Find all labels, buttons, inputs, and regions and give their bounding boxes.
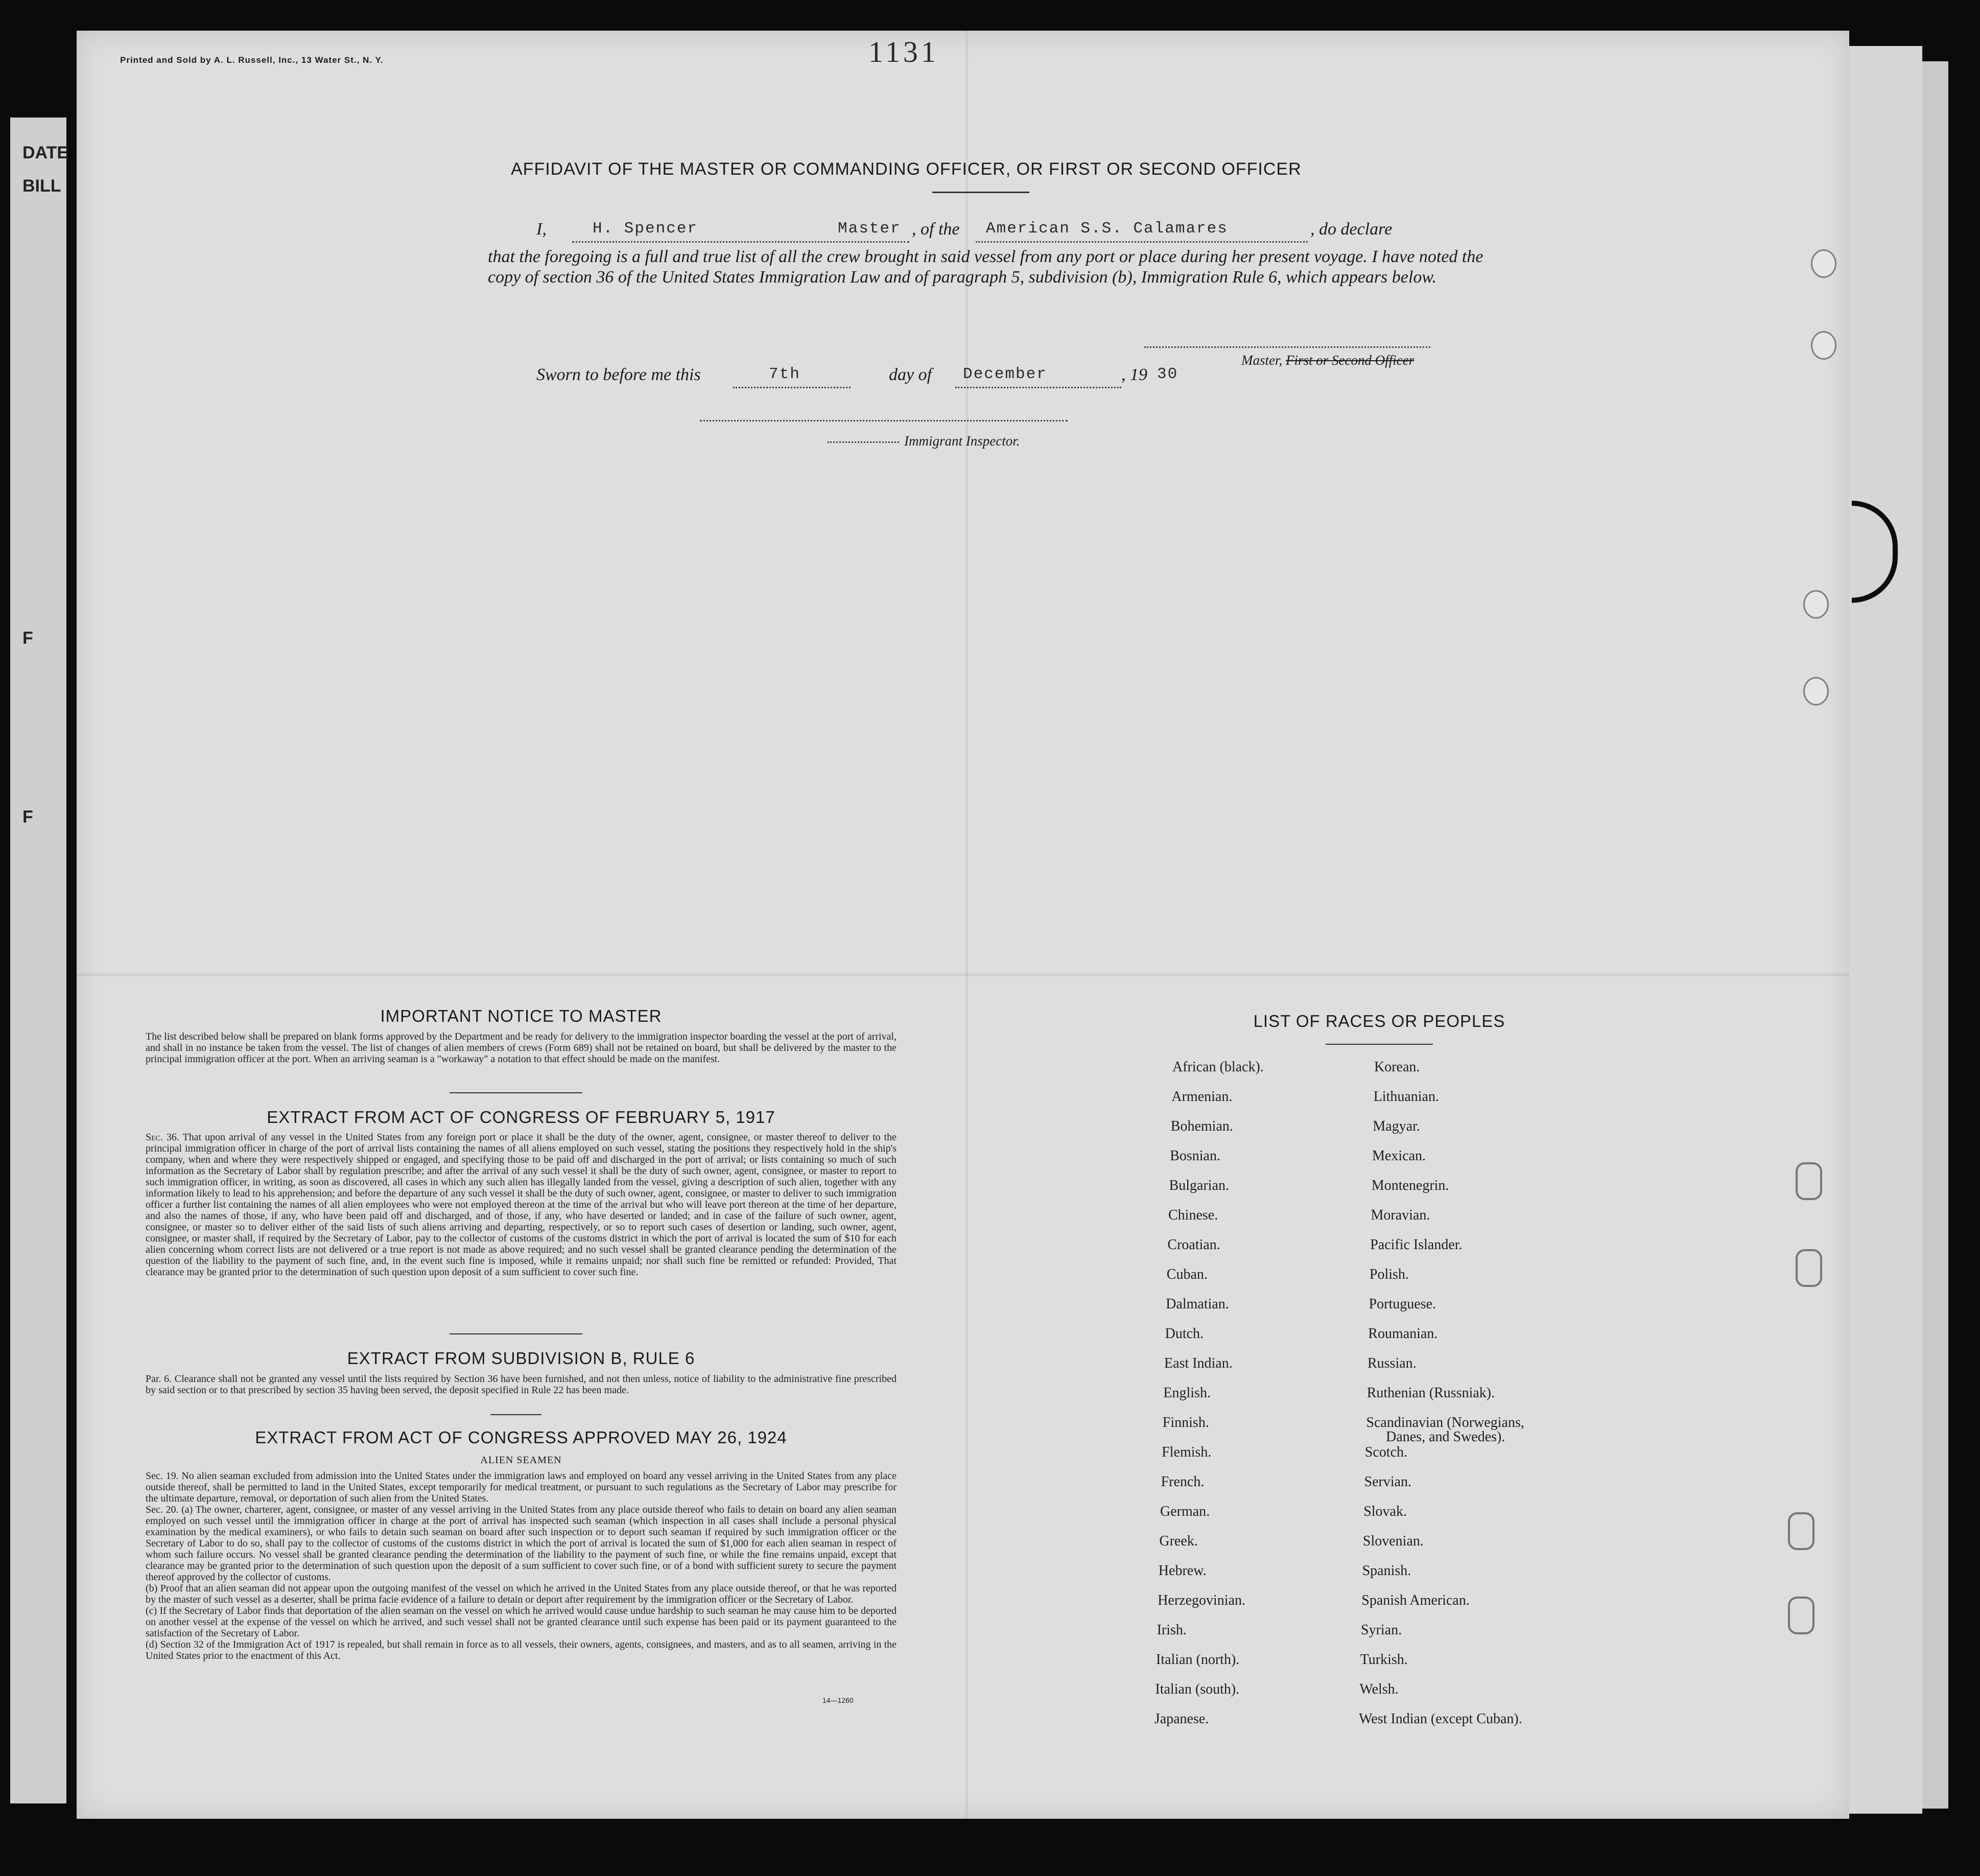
race-item: Irish. — [1157, 1622, 1187, 1638]
race-item: Danes, and Swedes). — [1386, 1429, 1505, 1445]
race-item: Bulgarian. — [1169, 1178, 1230, 1193]
race-item: Scandinavian (Norwegians, — [1366, 1415, 1524, 1431]
race-item: Ruthenian (Russniak). — [1366, 1385, 1495, 1401]
race-item: Servian. — [1364, 1474, 1412, 1490]
name-field-line — [572, 241, 909, 243]
race-item: Pacific Islander. — [1370, 1237, 1463, 1253]
master-rank: Master — [838, 220, 901, 238]
left-margin-strip — [10, 118, 69, 1803]
race-item: Italian (north). — [1156, 1652, 1240, 1668]
section-20d: (d) Section 32 of the Immigration Act of 1917 is repealed, but shall remain in force as to all vessels, their owners, agents, consignees, and masters, and as to all seamen, arriving in the United States prior to the enactment of this Act. — [146, 1639, 897, 1661]
month-field-line — [955, 387, 1121, 388]
section-20c: (c) If the Secretary of Labor finds that deportation of the alien seaman on the vessel on which he arrived would cause undue hardship to such seaman he may cause him to be deported on another vessel at the expense of the vessel on which he arrived, and such vessel shall not be granted clearance until such expense has been paid or its payment guaranteed to the satisfaction of the Secretary of Labor. — [146, 1605, 897, 1639]
punch-hole — [1803, 677, 1829, 706]
form-number: 14—1260 — [822, 1696, 854, 1704]
act-1924-subtitle: ALIEN SEAMEN — [480, 1455, 562, 1466]
margin-label: F — [22, 628, 33, 648]
race-item: Chinese. — [1168, 1207, 1218, 1223]
section-rule — [450, 1092, 582, 1093]
punch-hole — [1811, 249, 1836, 278]
race-item: Greek. — [1159, 1533, 1198, 1549]
fold-crease — [77, 973, 1849, 976]
of-the-text: , of the — [912, 220, 960, 239]
race-item: Korean. — [1374, 1059, 1420, 1075]
act-1917-title: EXTRACT FROM ACT OF CONGRESS OF FEBRUARY 5, 1917 — [267, 1108, 775, 1127]
race-item: Portuguese. — [1369, 1296, 1436, 1312]
race-item: Italian (south). — [1155, 1681, 1240, 1697]
race-item: Dutch. — [1165, 1326, 1204, 1342]
race-item: Magyar. — [1373, 1118, 1420, 1134]
race-item: Cuban. — [1166, 1267, 1208, 1282]
inspector-label — [828, 433, 1020, 449]
margin-label: F — [22, 807, 33, 827]
race-item: Roumanian. — [1368, 1326, 1438, 1342]
notice-body: The list described below shall be prepared on blank forms approved by the Department and be ready for delivery to the immigration inspector boarding the vessel at the port of arrival, and shall in no instance be taken from the vessel. The list of changes of alien members of crews (Form 689) shall not be retained on board, but shall be delivered by the master to the principal immigration officer at the port. When an arriving seaman is a "workaway" a notation to that effect should be made on the manifest. — [146, 1031, 897, 1065]
sworn-line — [536, 365, 1200, 391]
race-item: Russian. — [1368, 1355, 1417, 1371]
race-item: Polish. — [1369, 1267, 1409, 1282]
race-item: Spanish. — [1362, 1563, 1411, 1579]
punch-hole — [1803, 590, 1829, 619]
section-19: Sec. 19. No alien seaman excluded from admission into the United States under the immigration laws and employed on board any vessel arriving in the United States from any place outside thereof, shall be permitted to land in the United States, except temporarily for medical treatment, or pursuant to such regulations as the Secretary of Labor may prescribe for the ultimate departure, removal, or deportation of such alien from the United States. — [146, 1470, 897, 1504]
race-item: Japanese. — [1154, 1711, 1209, 1727]
sworn-day: 7th — [769, 365, 800, 383]
fold-crease — [965, 31, 968, 1819]
race-item: Turkish. — [1360, 1652, 1408, 1668]
punch-hole — [1811, 331, 1836, 360]
do-declare-text: , do declare — [1310, 220, 1393, 239]
race-item: French. — [1161, 1474, 1205, 1490]
race-item: Flemish. — [1162, 1444, 1212, 1460]
race-item: Dalmatian. — [1166, 1296, 1229, 1312]
race-item: German. — [1160, 1504, 1210, 1519]
rule-6-body: Par. 6. Clearance shall not be granted any vessel until the lists required by Section 36 have been furnished, and not then unless, notice of liability to the administrative fine prescribed by said section or to that prescribed by section 35 having been served, the deposit specified in Rule 22 has been made. — [146, 1373, 897, 1396]
race-item: Bosnian. — [1170, 1148, 1220, 1164]
margin-label: DATE — [22, 143, 69, 162]
act-1917-text: That upon arrival of any vessel in the United States from any foreign port or place it shall be the duty of the owner, agent, consignee, or master thereof to deliver to the principal immigration officer in charge of the port of arrival lists containing the names of all aliens employed on such vessel, stating the positions they respectively hold in the ship's company, when and where they were respectively shipped or engaged, and specifying those to be paid off and discharged in the port of arrival; or lists containing so much of such information as the Secretary of Labor shall by regulation prescribe; and after the arrival of any such vessel it shall be the duty of such owner, agent, consignee, or master to report to such immigration officer, in writing, as soon as discovered, all cases in which any such alien has illegally landed from the vessel, giving a description of such alien, together with any information likely to lead to his apprehension; and before the departure of any such vessel it shall be the duty of such owner, agent, consignee, or master to deliver to such immigration officer a further list containing the names of all alien employees who were not employed thereon at the time of the arrival but who will leave port thereon at the time of her departure, and also the names of those, if any, who have been paid off and discharged, and of those, if any, who have deserted or landed; and in case of the failure of such owner, agent, consignee, or master so to deliver either of the said lists of such aliens arriving and departing, respectively, or so to report such cases of desertion or landing, such owner, agent, consignee, or master shall, if required by the Secretary of Labor, pay to the collector of customs of the customs district in which the port of arrival is located the sum of $10 for each alien concerning whom correct lists are not delivered or a true report is not made as above required; and no such vessel shall be granted clearance pending the determination of the question of the liability to the payment of such fine, and, in the event such fine is imposed, while it remains unpaid; nor shall such fine be remitted or refunded: Provided, That clearance may be granted prior to the determination of such question upon deposit of a sum sufficient to cover such fine. — [146, 1132, 897, 1278]
inspector-label-text: Immigrant Inspector. — [904, 433, 1020, 449]
year-prefix: , 19 — [1121, 365, 1147, 384]
race-item: Mexican. — [1372, 1148, 1426, 1164]
race-item: Montenegrin. — [1371, 1178, 1449, 1193]
notice-title: IMPORTANT NOTICE TO MASTER — [380, 1006, 662, 1025]
binder-tab — [1788, 1597, 1814, 1634]
act-1917-body — [146, 1132, 897, 1278]
day-of-text: day of — [889, 365, 932, 384]
day-field-line — [733, 387, 851, 388]
race-item: Herzegovinian. — [1158, 1592, 1246, 1608]
printer-imprint: Printed and Sold by A. L. Russell, Inc., 13 Water St., N. Y. — [120, 55, 384, 65]
affidavit-body: that the foregoing is a full and true list of all the crew brought in said vessel from any port or place during her present voyage. I have noted the copy of section 36 of the United States Immigration Law and of paragraph 5, subdivision (b), Immigration Rule 6, which appears below. — [488, 247, 1483, 287]
race-item: Croatian. — [1167, 1237, 1220, 1253]
race-item: Finnish. — [1162, 1415, 1209, 1431]
race-item: Spanish American. — [1361, 1592, 1470, 1608]
race-item: African (black). — [1172, 1059, 1264, 1075]
rule-6-title: EXTRACT FROM SUBDIVISION B, RULE 6 — [347, 1349, 695, 1368]
affidavit-prefix: I, — [536, 220, 547, 239]
race-item: Lithuanian. — [1373, 1089, 1439, 1105]
inspector-signature-line — [700, 420, 1068, 421]
signature-label-master: Master, — [1241, 353, 1286, 368]
race-item: Armenian. — [1171, 1089, 1233, 1105]
section-20a: Sec. 20. (a) The owner, charterer, agent, consignee, or master of any vessel arriving in the United States from any place outside thereof who fails to detain on board any alien seaman employed on such vessel until the immigration officer in charge at the port of arrival has inspected such seaman (which inspection in all cases shall include a personal physical examination by the medical examiners), or who fails to detain such seaman on board after such inspection or to deport such seaman if required by such immigration officer or the Secretary of Labor to do so, shall pay to the collector of customs of the customs district in which the port of arrival is located the sum of $1,000 for each alien seaman in respect of whom such failure occurs. No vessel shall be granted clearance pending the determination of the liability to the payment of such fine, or while the fine remains unpaid, except that clearance may be granted prior to the determination of such question upon the deposit of a sum sufficient to cover such fine, or of a bond with sufficient surety to secure the payment thereof approved by the collector of customs. — [146, 1504, 897, 1583]
sworn-year: 30 — [1157, 365, 1178, 383]
act-1924-title: EXTRACT FROM ACT OF CONGRESS APPROVED MAY 26, 1924 — [255, 1428, 787, 1447]
race-item: Hebrew. — [1158, 1563, 1207, 1579]
binder-tab — [1788, 1512, 1814, 1550]
vessel-field-line — [976, 241, 1308, 243]
race-item: Welsh. — [1359, 1681, 1399, 1697]
section-label: Sec. 36. — [146, 1132, 179, 1143]
section-20b: (b) Proof that an alien seaman did not appear upon the outgoing manifest of the vessel on which he arrived in the United States from any place outside thereof, or that he was reported by the master of such vessel as a deserter, shall be prima facie evidence of a failure to detain or deport after requirement by the immigration officer or the Secretary of Labor. — [146, 1583, 897, 1605]
race-item: Scotch. — [1364, 1444, 1408, 1460]
race-item: Moravian. — [1371, 1207, 1430, 1223]
affidavit-declaration-line — [536, 220, 1711, 245]
signature-line — [1144, 346, 1430, 348]
race-item: East Indian. — [1164, 1355, 1233, 1371]
binder-tab — [1796, 1249, 1822, 1287]
section-rule — [490, 1414, 541, 1415]
signature-label-struck: First or Second Officer — [1286, 353, 1415, 368]
race-item: Slovenian. — [1362, 1533, 1424, 1549]
binder-tab — [1796, 1162, 1822, 1200]
act-1924-body — [146, 1470, 897, 1661]
race-item: English. — [1163, 1385, 1211, 1401]
folio-number: 1131 — [868, 35, 939, 68]
title-rule — [932, 192, 1029, 193]
master-name: H. Spencer — [593, 220, 698, 238]
affidavit-title: AFFIDAVIT OF THE MASTER OR COMMANDING OFFICER, OR FIRST OR SECOND OFFICER — [511, 159, 1302, 179]
race-item: West Indian (except Cuban). — [1359, 1711, 1522, 1727]
section-rule — [1326, 1044, 1433, 1045]
signature-label — [1241, 353, 1414, 368]
margin-label: BILL — [22, 176, 61, 196]
race-item: Bohemian. — [1170, 1118, 1233, 1134]
vessel-name: American S.S. Calamares — [986, 220, 1228, 238]
race-item: Slovak. — [1363, 1504, 1407, 1519]
section-rule — [450, 1333, 582, 1334]
sworn-month: December — [963, 365, 1047, 383]
sworn-prefix: Sworn to before me this — [536, 365, 701, 384]
race-item: Syrian. — [1361, 1622, 1402, 1638]
inspector-dash — [828, 441, 899, 443]
races-title: LIST OF RACES OR PEOPLES — [1253, 1012, 1505, 1030]
